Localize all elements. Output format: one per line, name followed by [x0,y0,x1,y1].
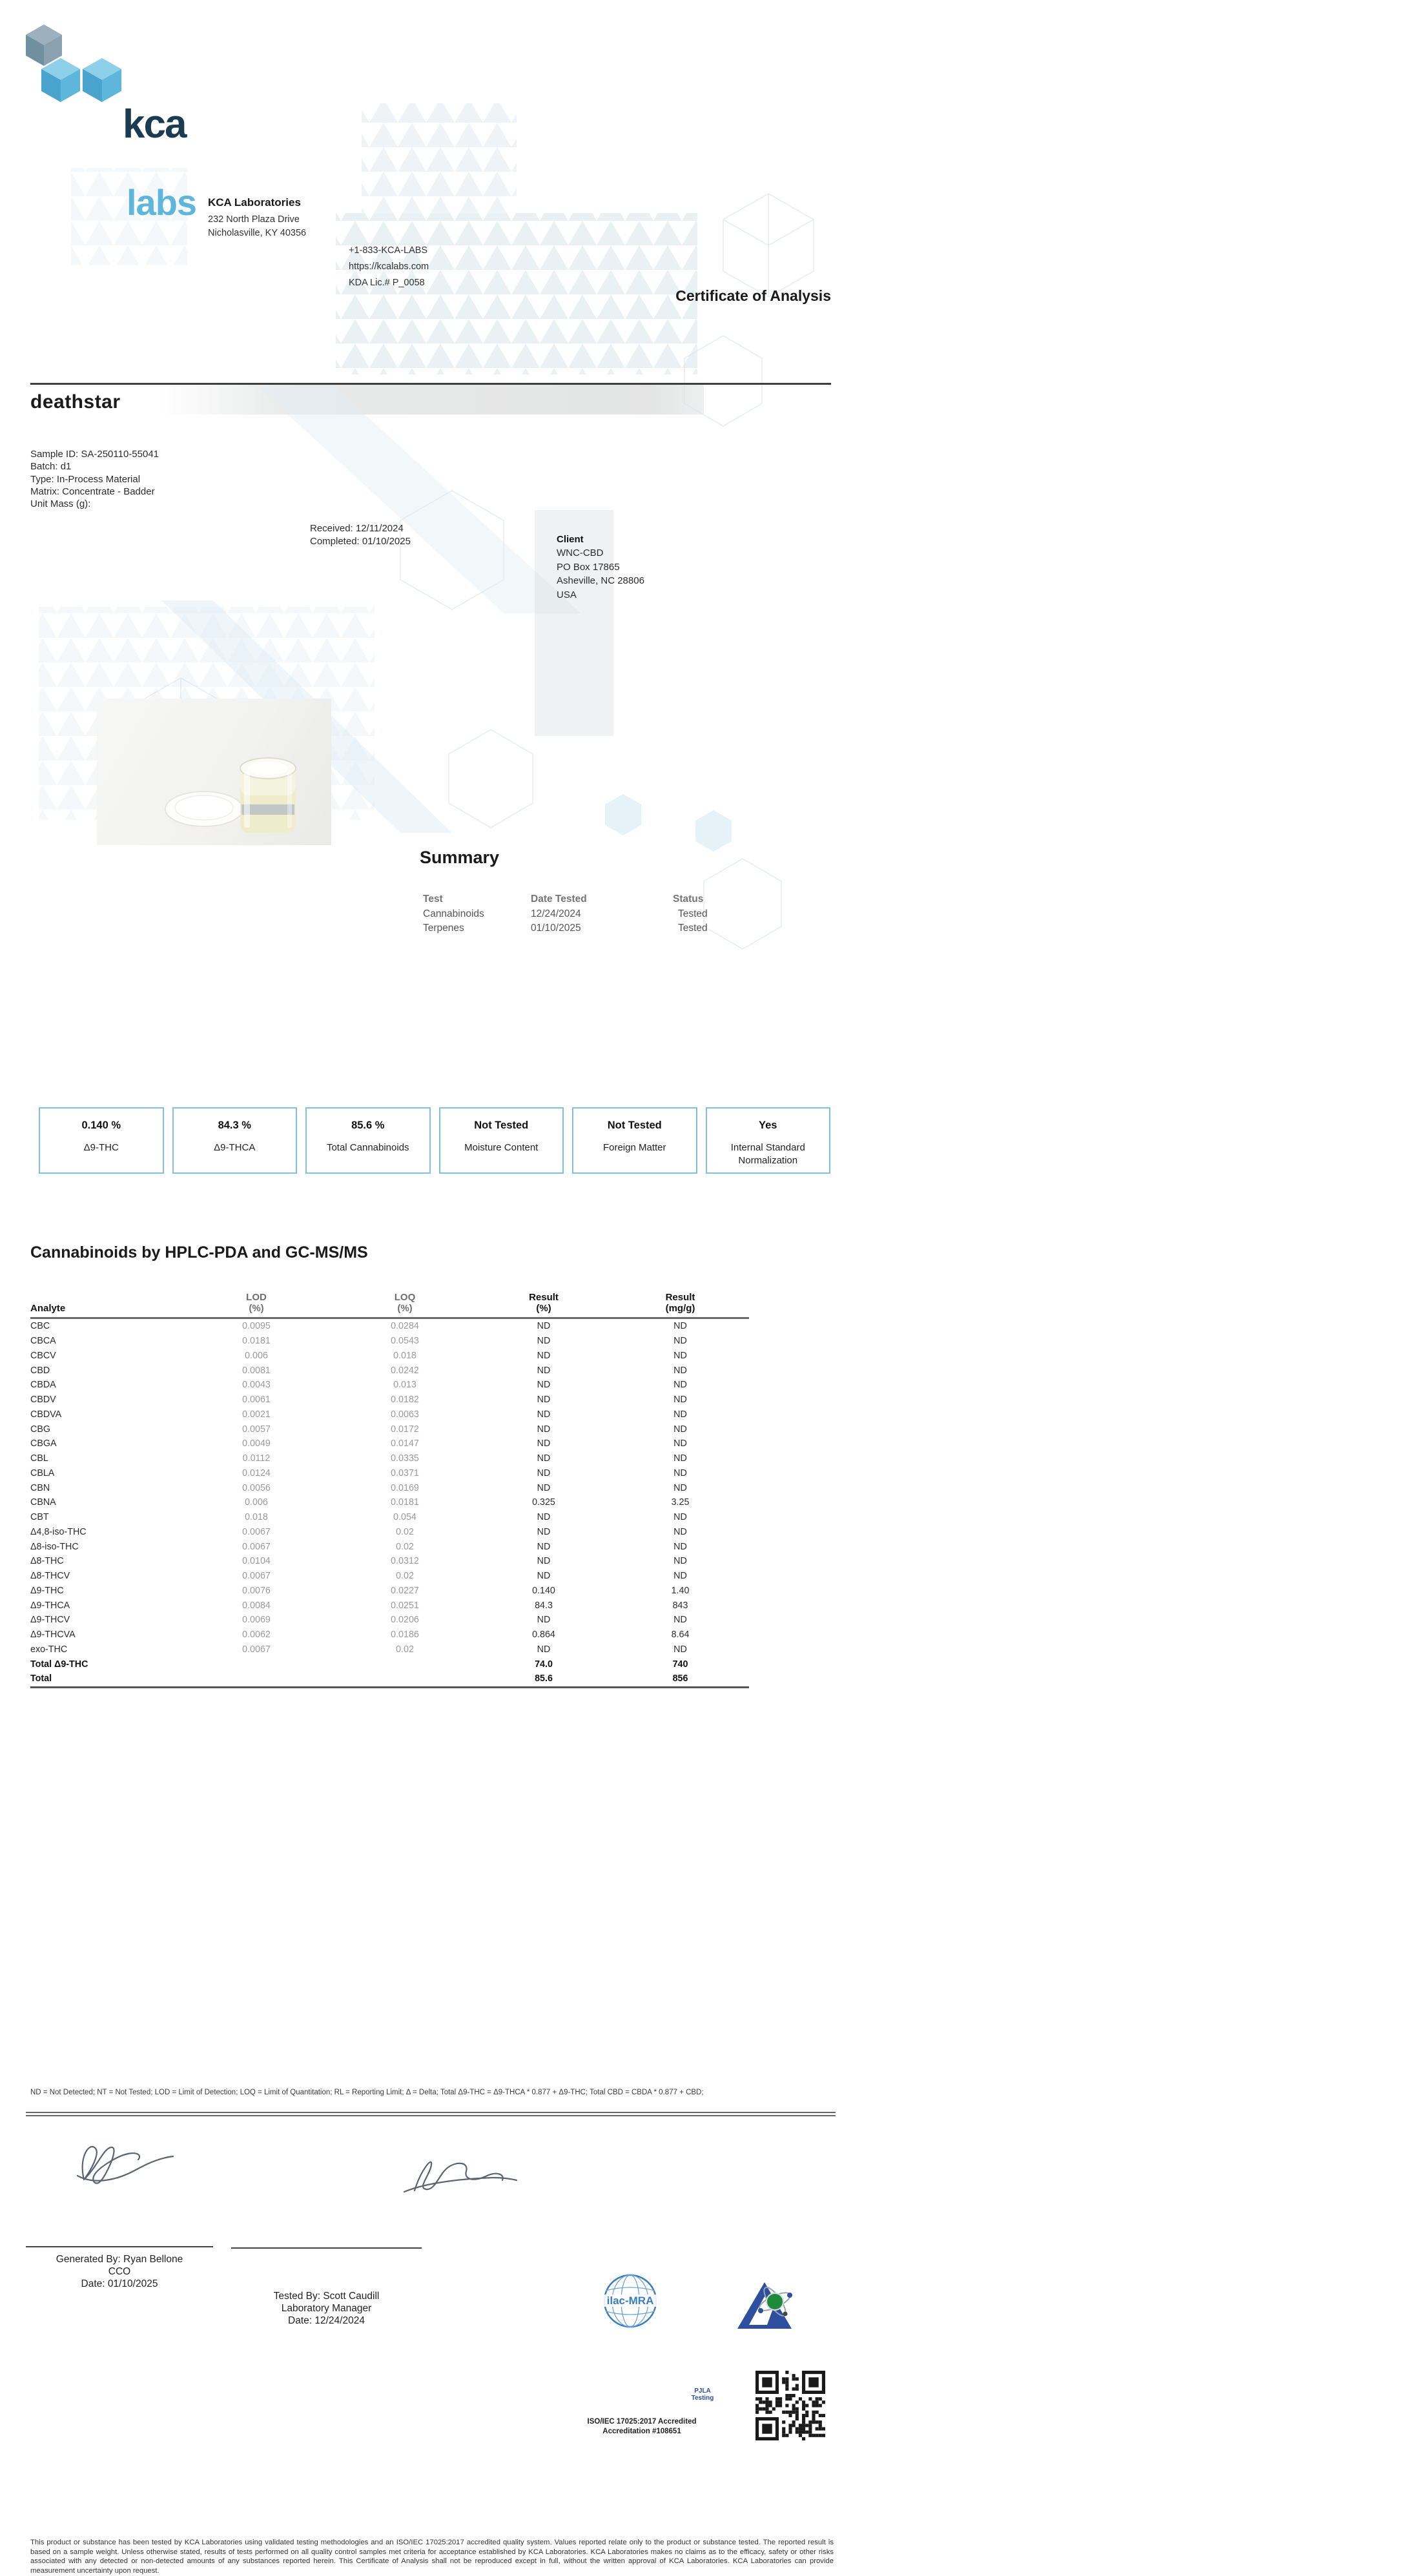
cell-result_pct: ND [537,1424,551,1435]
cell-lod: 0.0056 [242,1482,271,1493]
sample-batch: Batch: d1 [30,461,72,473]
result-boxes [39,1107,830,1174]
accreditation-text [555,2417,728,2437]
cell-result_mgg: ND [673,1556,687,1567]
result-box-value: 85.6 % [351,1119,385,1132]
cell-loq: 0.0182 [391,1395,419,1406]
cell-loq: 0.054 [393,1512,416,1523]
result-box [572,1107,697,1174]
cell-lod: 0.0112 [242,1453,271,1464]
result-box-label: Moisture Content [464,1142,539,1154]
cell-loq [334,1671,476,1687]
cannabinoid-table-body [30,1318,749,1688]
cell-lod: 0.0061 [242,1395,271,1406]
page-number [0,347,827,358]
cell-analyte: Total [30,1671,179,1687]
col-lod: LOD (%) [179,1292,334,1318]
cell-loq: 0.0206 [391,1615,419,1626]
col-result-pct: Result (%) [476,1292,611,1318]
table-row [30,1480,749,1495]
result-box [305,1107,431,1174]
sample-photo-jar [97,699,331,845]
table-row [30,1495,749,1510]
cell-result_pct: 84.3 [535,1600,553,1611]
cell-lod: 0.0062 [242,1630,271,1641]
disclaimer-text: This product or substance has been tested by KCA Laboratories using validated testing methodologies and an ISO/IEC 17025:2017 accredited quality system. Values reported relate only to the product or substance tested. The reported result is based on a sample weight. Unless otherwise stated, results of tests performed on all quality control samples met criteria for acceptance established by KCA Laboratories. KCA Laboratories makes no claims as to the efficacy, safety or other risks associated with any detected or non-detected amounts of any substances reported herein. This Certificate of Analysis shall not be reproduced except in full, without the written approval of KCA Laboratories. KCA Laboratories can provide measurement uncertainty upon request. [30,2538,834,2575]
table-row [30,1510,749,1525]
cell-loq: 0.0172 [391,1424,419,1435]
result-box-label: Δ9-THC [83,1142,119,1154]
generated-by-name: Generated By: Ryan Bellone [56,2253,183,2265]
cell-lod: 0.0021 [242,1409,271,1420]
cell-analyte: CBCA [30,1336,56,1347]
client-name: WNC-CBD [557,547,604,559]
cell-analyte: CBG [30,1424,50,1435]
table-row [30,1407,749,1422]
tested-by-signature-line [231,2247,422,2249]
cell-lod: 0.0076 [242,1585,271,1596]
result-box-value: Yes [759,1119,777,1132]
cell-result_pct: 74.0 [535,1659,553,1670]
table-row [30,1525,749,1540]
cell-result_pct: ND [537,1571,551,1582]
cell-loq: 0.0251 [391,1600,419,1611]
cell-result_pct: ND [537,1438,551,1449]
cell-result_pct: ND [537,1512,551,1523]
table-row [30,1598,749,1613]
client-block [557,533,1418,602]
sample-type: Type: In-Process Material [30,473,141,485]
cell-result_mgg: ND [673,1467,687,1478]
table-row [30,1378,749,1393]
cell-analyte: CBNA [30,1497,56,1508]
cell-loq: 0.0312 [391,1556,419,1567]
cell-result_mgg: ND [673,1350,687,1361]
cell-analyte: CBC [30,1321,50,1332]
summary-test-value: Terpenes [423,923,464,934]
cell-result_pct: ND [537,1336,551,1347]
result-box-value: Not Tested [607,1119,662,1132]
client-country: USA [557,589,577,600]
cell-loq: 0.0543 [391,1336,419,1347]
col-analyte: Analyte [30,1292,179,1318]
cell-result_pct: ND [537,1526,551,1537]
client-address-line1: PO Box 17865 [557,561,620,573]
cell-result_pct: ND [537,1541,551,1552]
result-box [439,1107,564,1174]
cell-lod: 0.0069 [242,1615,271,1626]
lab-name: KCA Laboratories [208,196,301,209]
lab-address-line2: Nicholasville, KY 40356 [208,228,307,238]
cell-lod: 0.0049 [242,1438,271,1449]
cell-lod: 0.0084 [242,1600,271,1611]
cell-result_pct: ND [537,1615,551,1626]
cell-result_mgg: ND [673,1512,687,1523]
cell-lod: 0.0067 [242,1541,271,1552]
generated-by-role: CCO [108,2265,131,2277]
cell-result_pct: ND [537,1467,551,1478]
cell-lod: 0.0081 [242,1365,271,1376]
cell-analyte: CBL [30,1453,48,1464]
lab-contact-block [349,243,497,291]
cell-lod: 0.0043 [242,1380,271,1391]
cell-result_mgg: ND [673,1482,687,1493]
table-row [30,1349,749,1364]
cell-result_pct: 0.140 [532,1585,555,1596]
cell-result_pct: ND [537,1395,551,1406]
col-result-mgg: Result (mg/g) [611,1292,749,1318]
generated-by-block [26,2253,213,2290]
result-box [39,1107,164,1174]
completed-date: Completed: 01/10/2025 [310,535,411,547]
cell-analyte: CBDV [30,1395,56,1406]
cell-result_mgg: 856 [611,1671,749,1687]
summary-rows [418,908,818,937]
table-row [30,1671,749,1687]
cell-result_mgg: ND [673,1438,687,1449]
cell-result_pct: 0.325 [532,1497,555,1508]
tested-by-role: Laboratory Manager [281,2302,372,2314]
table-row [30,1363,749,1378]
cell-result_pct: ND [537,1644,551,1655]
cell-result_pct: ND [537,1556,551,1567]
cell-analyte: Δ8-iso-THC [30,1541,79,1552]
cell-result_pct: ND [537,1482,551,1493]
cell-lod: 0.0104 [242,1556,271,1567]
cell-analyte: Δ8-THCV [30,1571,70,1582]
header-divider [30,383,831,385]
ilac-mra-logo-icon [599,2273,661,2335]
cell-loq: 0.0169 [391,1482,419,1493]
result-box-value: 0.140 % [81,1119,121,1132]
cell-result_mgg: ND [673,1571,687,1582]
glass-jar [240,758,296,833]
cell-result_mgg: ND [673,1424,687,1435]
cannabinoid-table-wrap [30,1292,749,1688]
cell-analyte: Δ9-THC [30,1585,64,1596]
cell-analyte: CBCV [30,1350,56,1361]
cell-lod: 0.0181 [242,1336,271,1347]
cell-result_mgg: ND [673,1644,687,1655]
cell-loq: 0.018 [393,1350,416,1361]
cell-result_mgg: ND [673,1526,687,1537]
summary-col-date: Date Tested [531,894,587,905]
cell-analyte: Δ9-THCV [30,1615,70,1626]
table-row [30,1584,749,1599]
summary-status-value: Tested [678,923,708,934]
table-row [30,1422,749,1436]
summary-header-row [418,894,818,908]
cell-lod: 0.0095 [242,1321,271,1332]
sample-unit-mass: Unit Mass (g): [30,498,91,510]
cell-lod: 0.0067 [242,1644,271,1655]
sample-info-block [30,448,892,510]
received-date: Received: 12/11/2024 [310,523,404,535]
cell-result_mgg: ND [673,1615,687,1626]
document-title: Certificate of Analysis [675,287,831,304]
lab-address-line1: 232 North Plaza Drive [208,214,300,225]
cell-result_mgg: ND [673,1395,687,1406]
cell-result_mgg: ND [673,1380,687,1391]
table-row [30,1642,749,1657]
table-row [30,1451,749,1466]
cell-analyte: exo-THC [30,1644,68,1655]
cell-result_pct: ND [537,1453,551,1464]
lab-address-block [208,196,344,240]
result-box-label: Δ9-THCA [214,1142,256,1154]
lab-website-link[interactable]: https://kcalabs.com [349,261,429,272]
lab-license: KDA Lic.# P_0058 [349,278,425,288]
cell-loq: 0.02 [396,1541,414,1552]
cell-result_mgg: ND [673,1365,687,1376]
table-row [30,1569,749,1584]
sample-matrix: Matrix: Concentrate - Badder [30,486,155,497]
col-loq: LOQ (%) [334,1292,476,1318]
logo-text-labs: labs [127,182,197,223]
table-row [30,1539,749,1554]
summary-date-value: 12/24/2024 [531,908,581,920]
cell-result_pct: ND [537,1409,551,1420]
kca-logo-cubes-icon [23,18,123,105]
lab-phone: +1-833-KCA-LABS [349,245,428,256]
sample-id: Sample ID: SA-250110-55041 [30,449,159,460]
tested-by-signature-image [396,2148,526,2194]
cell-analyte: Δ8-THC [30,1556,64,1567]
cell-loq: 0.0284 [391,1321,419,1332]
cell-result_mgg: ND [673,1321,687,1332]
cell-lod [179,1671,334,1687]
result-box [172,1107,298,1174]
cell-loq: 0.0227 [391,1585,419,1596]
accreditation-line2: Accreditation #108651 [602,2427,681,2435]
sample-name: deathstar [30,391,121,413]
cell-result_mgg: 1.40 [671,1585,690,1596]
cell-lod: 0.0067 [242,1571,271,1582]
ilac-mra-label: ilac-MRA [606,2294,654,2307]
cell-analyte: Δ9-THCA [30,1600,70,1611]
summary-title: Summary [420,848,500,868]
cell-result_mgg: 3.25 [671,1497,690,1508]
cell-result_pct: ND [537,1380,551,1391]
cell-lod: 0.0124 [242,1467,271,1478]
cell-analyte: CBT [30,1512,49,1523]
cannabinoid-table [30,1292,749,1688]
table-row [30,1628,749,1642]
cell-loq: 0.0186 [391,1630,419,1641]
tested-by-block [231,2290,422,2327]
cell-result_mgg: 740 [672,1659,688,1670]
cell-loq: 0.0371 [391,1467,419,1478]
cell-analyte: CBLA [30,1467,55,1478]
generated-by-date: Date: 01/10/2025 [81,2278,158,2289]
result-box [706,1107,831,1174]
blue-cube-left [41,58,80,102]
cell-lod: 0.018 [245,1512,268,1523]
generated-by-signature-line [26,2246,213,2247]
table-row [30,1657,749,1671]
blue-cube-right [83,58,121,102]
summary-col-status: Status [673,894,704,905]
cell-loq [334,1657,476,1671]
cell-loq: 0.0335 [391,1453,419,1464]
table-row [30,1334,749,1349]
table-row [30,1318,749,1334]
table-footnote: ND = Not Detected; NT = Not Tested; LOD = Limit of Detection; LOQ = Limit of Quantitation; RL = Reporting Limit; Δ = Delta; Total Δ9-THC = Δ9-THCA * 0.877 + Δ9-THC; Total CBD = CBDA * 0.877 + CBD; [30,2088,704,2096]
result-box-value: Not Tested [474,1119,529,1132]
summary-status-value: Tested [678,908,708,920]
pjla-caption [670,2387,735,2402]
cell-lod: 0.006 [245,1497,268,1508]
cell-lod [179,1657,334,1671]
cell-analyte: CBGA [30,1438,57,1449]
cell-result_pct: ND [537,1350,551,1361]
cell-loq: 0.02 [396,1571,414,1582]
cell-loq: 0.0147 [391,1438,419,1449]
summary-test-value: Cannabinoids [423,908,484,920]
tested-by-name: Tested By: Scott Caudill [273,2290,380,2302]
footer-divider [26,2112,836,2116]
cell-analyte: Δ9-THCVA [30,1630,76,1641]
table-header-row [30,1292,749,1318]
sample-photo [97,699,331,845]
cell-loq: 0.013 [393,1380,416,1391]
cell-result_pct: 0.864 [532,1630,555,1641]
cell-loq: 0.0242 [391,1365,419,1376]
cell-loq: 0.0181 [391,1497,419,1508]
cell-loq: 0.02 [396,1644,414,1655]
generated-by-signature-image [65,2138,187,2190]
pjla-label: PJLA [694,2387,711,2395]
cell-result_mgg: 843 [672,1600,688,1611]
accreditation-line1: ISO/IEC 17025:2017 Accredited [587,2417,697,2426]
cell-lod: 0.0067 [242,1526,271,1537]
summary-date-value: 01/10/2025 [531,923,581,934]
gray-cube [26,25,62,66]
table-row [30,1613,749,1628]
cell-analyte: CBD [30,1365,50,1376]
tested-by-date: Date: 12/24/2024 [288,2315,365,2326]
logo-text-kca: kca [123,102,186,147]
cell-result_mgg: ND [673,1541,687,1552]
cell-result_mgg: ND [673,1453,687,1464]
cell-loq: 0.0063 [391,1409,419,1420]
cell-result_mgg: 8.64 [671,1630,690,1641]
result-box-label: Foreign Matter [602,1142,666,1154]
cell-result_mgg: ND [673,1409,687,1420]
summary-row [418,908,818,923]
cell-lod: 0.006 [245,1350,268,1361]
cell-result_pct: ND [537,1321,551,1332]
summary-row [418,923,818,937]
cell-result_pct: 85.6 [476,1671,611,1687]
client-heading: Client [557,534,584,546]
pjla-sub-label: Testing [691,2394,714,2402]
result-box-value: 84.3 % [218,1119,251,1132]
cell-result_mgg: ND [673,1336,687,1347]
cannabinoids-section-title: Cannabinoids by HPLC-PDA and GC-MS/MS [30,1243,368,1262]
table-row [30,1393,749,1407]
qr-code [755,2371,825,2440]
cell-analyte: CBN [30,1482,50,1493]
pjla-logo-icon [735,2278,799,2331]
cell-analyte: CBDVA [30,1409,62,1420]
client-address-line2: Asheville, NC 28806 [557,575,644,587]
result-box-label: Total Cannabinoids [326,1142,409,1154]
cell-analyte: Δ4,8-iso-THC [30,1526,87,1537]
table-row [30,1466,749,1481]
cell-result_pct: ND [537,1365,551,1376]
result-box-label: Internal Standard Normalization [730,1142,805,1167]
table-row [30,1554,749,1569]
table-row [30,1436,749,1451]
summary-col-test: Test [423,894,443,905]
cell-lod: 0.0057 [242,1424,271,1435]
summary-table [418,894,818,937]
cell-analyte: Total Δ9-THC [30,1659,88,1670]
cell-analyte: CBDA [30,1380,56,1391]
cell-loq: 0.02 [396,1526,414,1537]
